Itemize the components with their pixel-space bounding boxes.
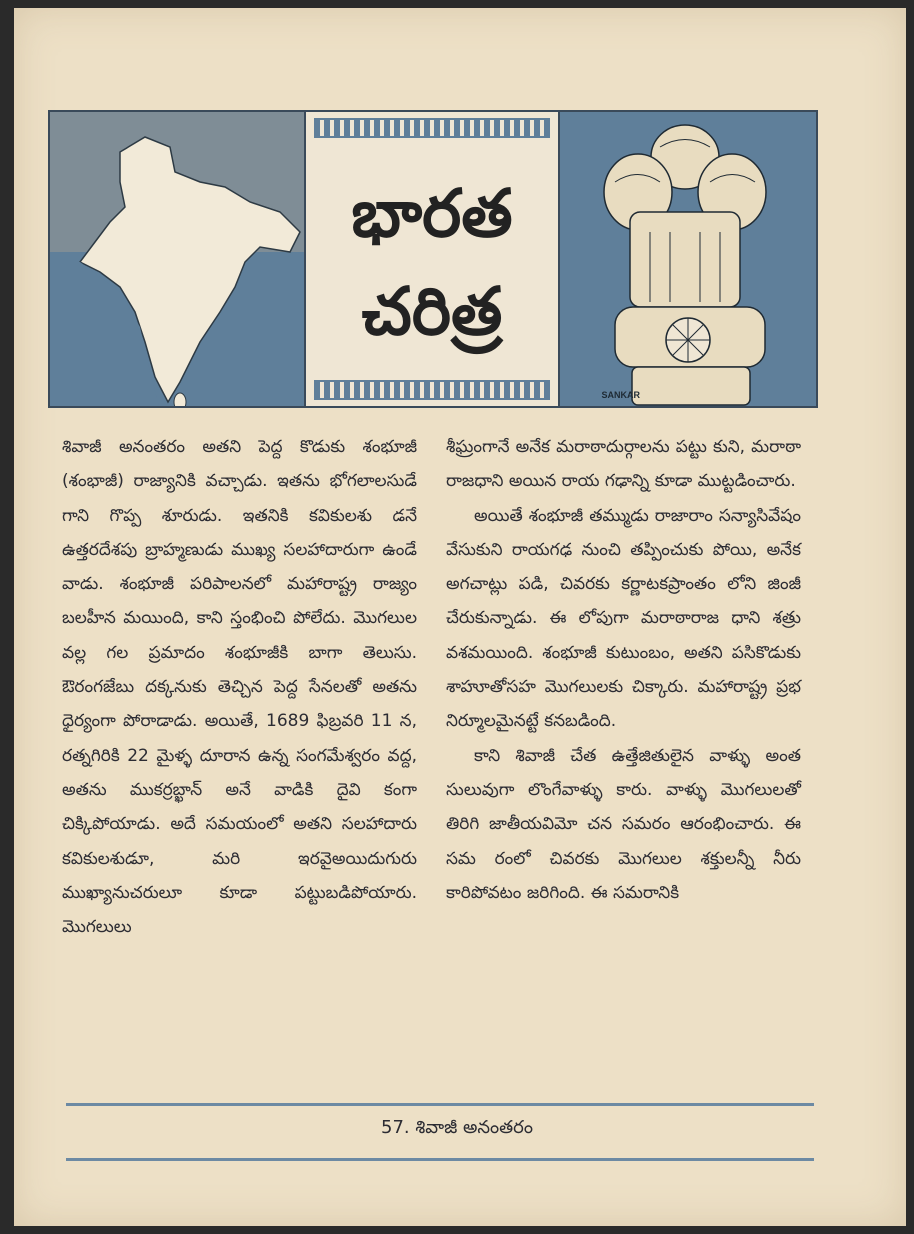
artist-signature: SANKAR bbox=[601, 390, 640, 400]
decorative-border-top bbox=[314, 118, 550, 138]
lion-capital-emblem-icon bbox=[560, 112, 818, 408]
left-column bbox=[62, 430, 417, 944]
title-line-1: భారత bbox=[351, 174, 513, 252]
paragraph: శీఘ్రంగానే అనేక మరాఠాదుర్గాలను పట్టు కుని, మరాఠా రాజధాని అయిన రాయ గఢాన్ని కూడా ముట్టడించారు. bbox=[446, 437, 801, 492]
paragraph: అయితే శంభూజీ తమ్ముడు రాజారాం సన్యాసివేషం వేసుకుని రాయగఢ నుంచి తప్పించుకు పోయి, అనేక అగచాట్లు పడి, చివరకు కర్ణాటకప్రాంతం లోని జింజీ చేరుకున్నాడు. ఈ లోపుగా మరాఠారాజ ధాని శత్రు వశమయింది. శంభూజీ కుటుంబం, అతని పసికొడుకు శాహూతోసహ మొగలులకు చిక్కారు. మహారాష్ట్ర ప్రభ నిర్మూలమైనట్టే కనబడింది. bbox=[446, 505, 801, 732]
footer-rule-bottom bbox=[66, 1158, 814, 1161]
paragraph: కాని శివాజీ చేత ఉత్తేజితులైన వాళ్ళు అంత సులువుగా లొంగేవాళ్ళు కారు. వాళ్ళు మొగలులతో తిరిగి జాతీయవిమో చన సమరం ఆరంభించారు. ఈ సమ రంలో చివరకు మొగలుల శక్తులన్నీ నీరు కారిపోవటం జరిగింది. ఈ సమరానికి bbox=[446, 745, 801, 903]
title-panel bbox=[304, 112, 560, 406]
paragraph: శివాజీ అనంతరం అతని పెద్ద కొడుకు శంభూజీ (శంభాజీ) రాజ్యానికి వచ్చాడు. ఇతను భోగలాలసుడే గాని గొప్ప శూరుడు. ఇతనికి కవికులశు డనే ఉత్తరదేశపు బ్రాహ్మణుడు ముఖ్య సలహాదారుగా ఉండే వాడు. శంభూజీ పరిపాలనలో మహారాష్ట్ర రాజ్యం బలహీన మయింది, కాని స్తంభించి పోలేదు. మొగలుల వల్ల గల ప్రమాదం శంభూజీకి బాగా తెలుసు. ఔరంగజేబు దక్కనుకు తెచ్చిన పెద్ద సేనలతో అతను ధైర్యంగా పోరాడాడు. అయితే, 1689 ఫిబ్రవరి 11 న, రత్నగిరికి 22 మైళ్ళ దూరాన ఉన్న సంగమేశ్వరం వద్ద, అతను ముకర్రబ్ఖాన్ అనే వాడికి దైవి కంగా చిక్కిపోయాడు. అదే సమయంలో అతని సలహాదారు కవికులశుడూ, మరి ఇరవైఅయిదుగురు ముఖ్యానుచరులూ కూడా పట్టుబడిపోయారు. మొగలులు bbox=[62, 437, 417, 938]
footer-rule-top bbox=[66, 1103, 814, 1106]
right-column bbox=[446, 430, 801, 910]
india-map-icon bbox=[50, 112, 304, 408]
decorative-border-bottom bbox=[314, 380, 550, 400]
header-banner bbox=[48, 110, 818, 408]
title-line-2: చరిత్ర bbox=[361, 272, 503, 350]
page-footer: 57. శివాజీ అనంతరం bbox=[381, 1117, 533, 1138]
emblem-panel bbox=[560, 112, 818, 406]
article-body bbox=[62, 430, 832, 1090]
india-map-panel bbox=[50, 112, 304, 406]
